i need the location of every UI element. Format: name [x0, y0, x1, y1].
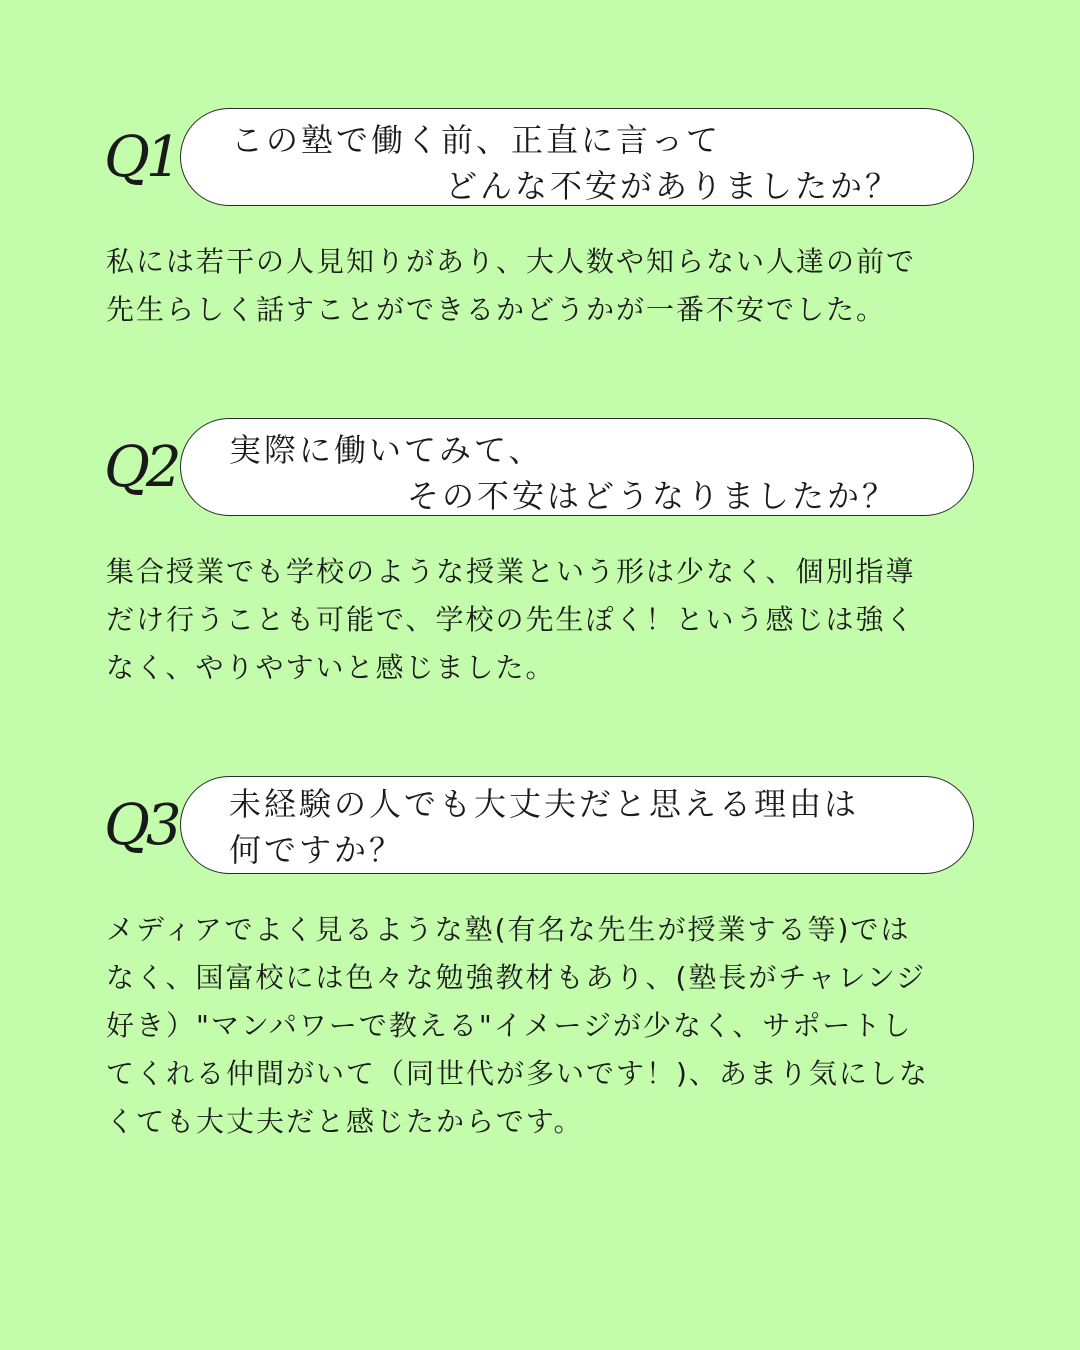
answer-text	[106, 906, 986, 1146]
question-bubble	[180, 108, 974, 206]
question-label: Q3	[104, 793, 178, 858]
answer-line: てくれる仲間がいて（同世代が多いです！)、あまり気にしな	[106, 1057, 929, 1090]
answer-line: メディアでよく見るような塾(有名な先生が授業する等)では	[106, 913, 911, 946]
answer-text	[106, 238, 986, 334]
question-line: 実際に働いてみて、	[229, 431, 544, 469]
question-bubble	[180, 776, 974, 874]
question-bubble	[180, 418, 974, 516]
answer-line: くても大丈夫だと感じたからです。	[106, 1105, 584, 1138]
question-line: その不安はどうなりましたか？	[407, 477, 898, 515]
answer-line: 集合授業でも学校のような授業という形は少なく、個別指導	[106, 555, 916, 588]
answer-line: 好き）"マンパワーで教える"イメージが少なく、サポートし	[106, 1009, 913, 1042]
question-line: この塾で働く前、正直に言って	[231, 121, 722, 159]
question-line: 未経験の人でも大丈夫だと思える理由は	[229, 785, 860, 823]
question-label: Q1	[104, 125, 178, 190]
answer-line: なく、やりやすいと感じました。	[106, 651, 556, 684]
answer-text	[106, 548, 986, 692]
question-line: どんな不安がありましたか？	[445, 167, 901, 205]
answer-line: 私には若干の人見知りがあり、大人数や知らない人達の前で	[106, 245, 917, 278]
question-line: 何ですか？	[229, 831, 405, 869]
question-label: Q2	[104, 435, 178, 500]
answer-line: だけ行うことも可能で、学校の先生ぽく！という感じは強く	[106, 603, 916, 636]
answer-line: なく、国富校には色々な勉強教材もあり、(塾長がチャレンジ	[106, 961, 927, 994]
answer-line: 先生らしく話すことができるかどうかが一番不安でした。	[106, 293, 887, 326]
